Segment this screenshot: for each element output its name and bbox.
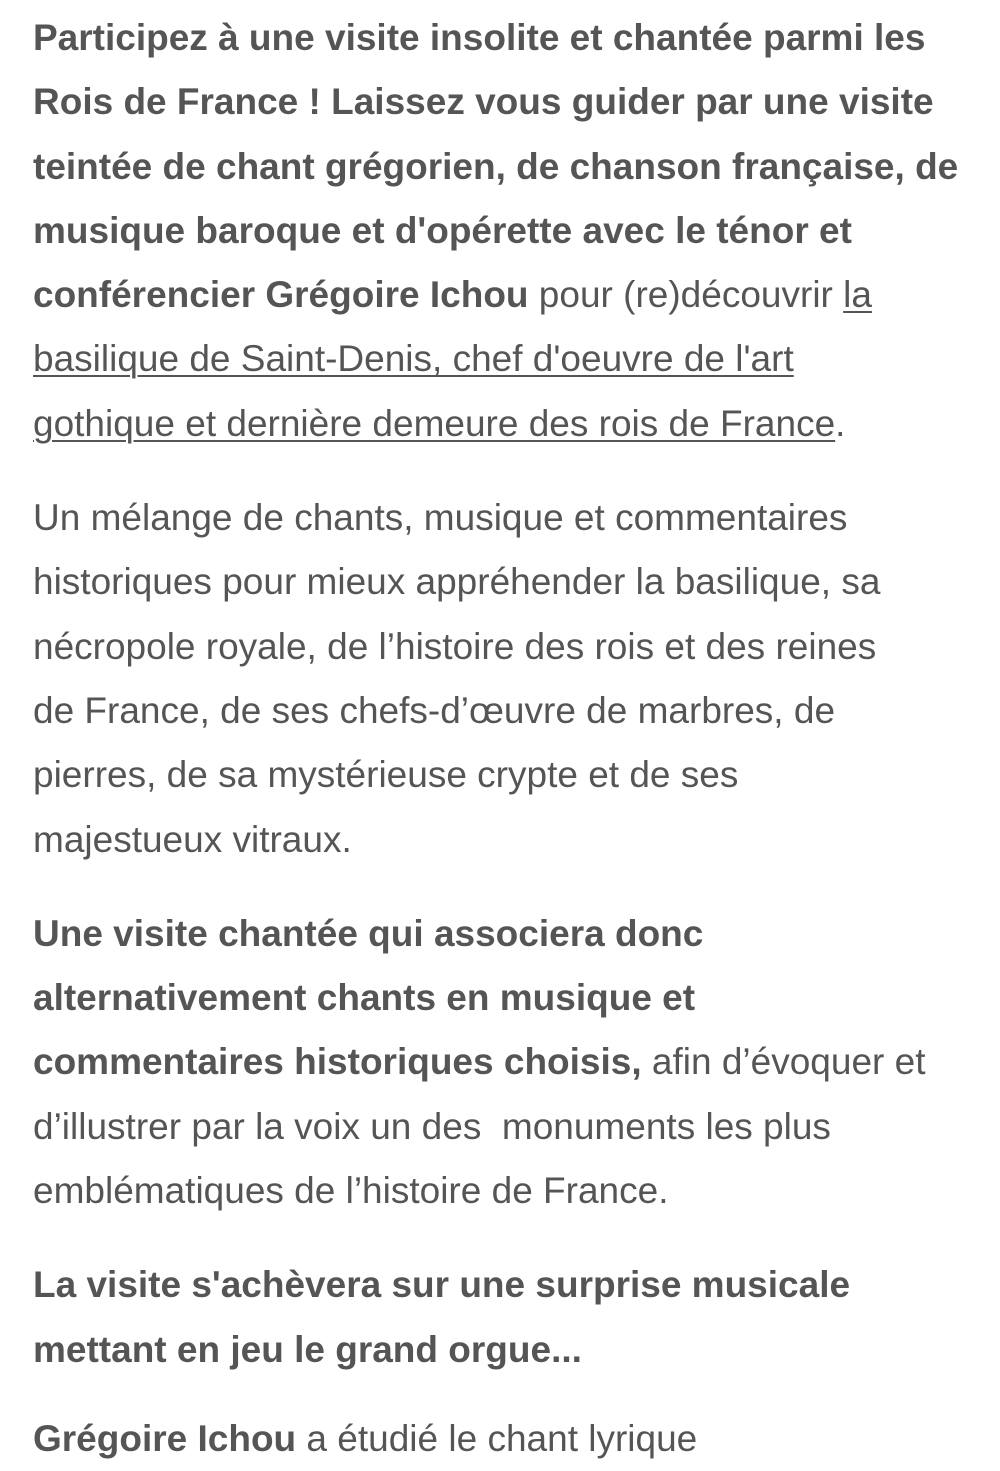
basilica-link[interactable]: basilique de Saint-Denis, chef d'oeuvre de l'art (33, 338, 794, 380)
description-line: Un mélange de chants, musique et commentaires (33, 497, 848, 539)
article-body (33, 6, 995, 1412)
intro-line: musique baroque et d'opérette avec le ténor et (33, 209, 852, 251)
finale-paragraph (33, 1253, 995, 1382)
performer-name: Grégoire Ichou (33, 1418, 297, 1459)
visit-bold-text: commentaires historiques choisis, (33, 1041, 642, 1083)
intro-line (33, 263, 995, 327)
visit-line: d’illustrer par la voix un des monuments les plus (33, 1105, 831, 1147)
description-line: majestueux vitraux. (33, 818, 352, 860)
visit-text: afin d’évoquer et (641, 1041, 926, 1083)
finale-line: mettant en jeu le grand orgue... (33, 1328, 582, 1370)
finale-line: La visite s'achèvera sur une surprise musicale (33, 1264, 851, 1306)
description-line: de France, de ses chefs-d’œuvre de marbres, de (33, 689, 836, 731)
truncated-paragraph (33, 1407, 697, 1471)
visit-paragraph (33, 902, 995, 1223)
description-paragraph (33, 486, 995, 872)
visit-line: alternativement chants en musique et (33, 977, 696, 1019)
basilica-link[interactable]: gothique et dernière demeure des rois de France (33, 402, 836, 444)
intro-line (33, 392, 995, 456)
intro-line (33, 327, 995, 391)
intro-line: Participez à une visite insolite et chantée parmi les (33, 17, 926, 58)
intro-line: Rois de France ! Laissez vous guider par une visite (33, 81, 934, 123)
description-line: nécropole royale, de l’histoire des rois et des reines (33, 625, 877, 667)
basilica-link[interactable]: la (843, 274, 872, 316)
truncated-text: a étudié le chant lyrique (296, 1418, 698, 1459)
intro-paragraph (33, 6, 995, 456)
intro-period: . (835, 402, 846, 444)
description-line: pierres, de sa mystérieuse crypte et de ses (33, 754, 739, 796)
visit-line (33, 1030, 995, 1094)
visit-line: emblématiques de l’histoire de France. (33, 1170, 669, 1212)
visit-line: Une visite chantée qui associera donc (33, 912, 704, 954)
intro-line: teintée de chant grégorien, de chanson française, de (33, 145, 959, 187)
intro-text: pour (re)découvrir (528, 274, 844, 316)
description-line: historiques pour mieux appréhender la basilique, sa (33, 561, 881, 603)
performer-name: conférencier Grégoire Ichou (33, 274, 529, 316)
